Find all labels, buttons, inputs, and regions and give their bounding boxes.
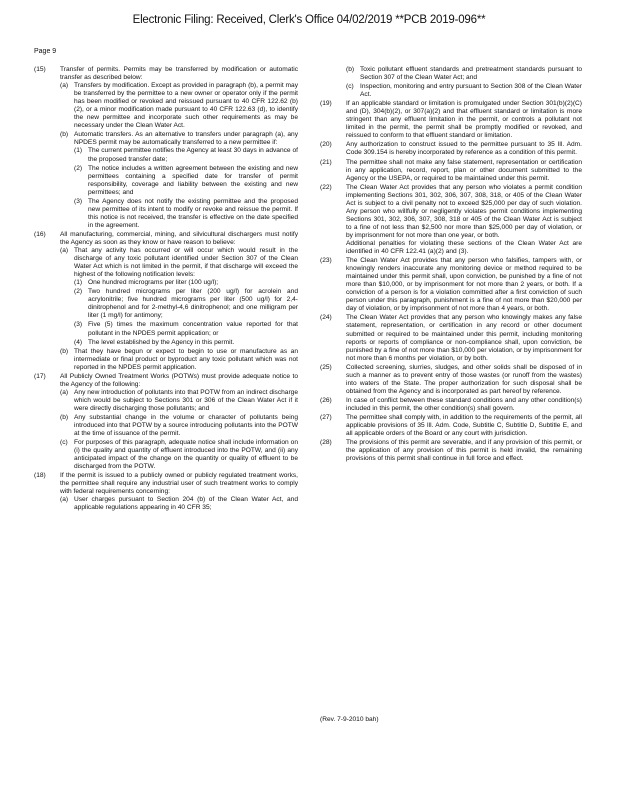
subitem-text: Automatic transfers. As an alternative to transfers under paragraph (a), any NPDES permit may be automatically transferred to a new permittee if: [74, 131, 298, 147]
subitem-label: (c) [346, 83, 354, 91]
condition-17 [34, 373, 298, 472]
left-column [34, 66, 298, 514]
subitem-text: Any new introduction of pollutants into that POTW from an indirect discharge which would be subject to Sections 301 or 306 of the Clean Water Act if it were directly discharging those pollutants; and [74, 388, 298, 412]
condition-text: If the permit is issued to a publicly owned or publicly regulated treatment works, the permittee shall require any industrial user of such treatment works to comply with federal requirements concerning: [60, 472, 298, 496]
subitem-label: (b) [346, 66, 355, 73]
condition-text: The Clean Water Act provides that any person who knowingly makes any false statement, representation, or certification in any record or other document submitted or required to be maintained under this permit, including monitoring reports or reports of compliance or non-compliance shall, upon conviction, be punished by a fine of not more than $10,000 per violation, or by imprisonment for not more than 6 months per violation, or by both. [346, 314, 582, 362]
clause-2 [74, 288, 298, 320]
condition-number: (18) [34, 472, 46, 480]
subitem-a [60, 82, 298, 130]
clause-2 [74, 165, 298, 197]
condition-text: Any authorization to construct issued to the permittee pursuant to 35 Ill. Adm. Code 309.154 is hereby incorporated by reference as a condition of this permit. [346, 141, 582, 157]
clause-text: One hundred micrograms per liter (100 ug/l); [88, 279, 219, 287]
clause-label: (3) [74, 321, 83, 329]
clause-text: Two hundred micrograms per liter (200 ug/l) for acrolein and acrylonitrile; five hundred micrograms per liter (500 ug/l) for 2,4-dinitrophenol and for 2-methyl-4,6 dinitrophenol; and one milligram per liter (1 mg/l) for antimony; [88, 288, 298, 320]
condition-16 [34, 231, 298, 372]
condition-number: (22) [320, 183, 332, 191]
clause-3 [74, 321, 298, 337]
subitem-label: (a) [60, 82, 69, 90]
clause-text: The Agency does not notify the existing permittee and the proposed new permittee of its intent to modify or revoke and reissue the permit. If this notice is not received, the transfer is effective on the date specified in the agreement. [88, 197, 298, 229]
condition-text: The permittee shall not make any false statement, representation or certification in any application, record, report, plan or other document submitted to the Agency or the USEPA, or required to be maintained under this permit. [346, 158, 582, 182]
subitem-label: (a) [60, 496, 69, 504]
condition-text: Collected screening, slurries, sludges, and other solids shall be disposed of in such a manner as to prevent entry of those wastes (or runoff from the wastes) into waters of the State. The proper authorization for such disposal shall be obtained from the Agency and is incorporated as part hereof by reference. [346, 363, 582, 395]
subitem-label: (b) [60, 413, 69, 421]
clause-label: (3) [74, 197, 83, 205]
subitem-text: That they have begun or expect to begin to use or manufacture as an intermediate or final product or byproduct any toxic pollutant which was not reported in the NPDES permit application. [74, 347, 298, 371]
subitem-a [60, 389, 298, 413]
condition-number: (15) [34, 66, 46, 73]
page-label: Page 9 [34, 48, 57, 55]
subitem-text: Any substantial change in the volume or character of pollutants being introduced into that POTW by a source introducing pollutants into the POTW at the time of issuance of the permit. [74, 413, 298, 438]
clause-label: (1) [74, 279, 83, 287]
subitem-label: (a) [60, 247, 69, 255]
condition-number: (20) [320, 141, 332, 149]
clause-3 [74, 198, 298, 230]
subitem-b [60, 348, 298, 372]
condition-number: (28) [320, 439, 332, 447]
condition-26 [320, 397, 582, 413]
condition-text: In case of conflict between these standard conditions and any other condition(s) included in this permit, the other condition(s) shall govern. [346, 396, 582, 412]
clause-label: (2) [74, 164, 83, 172]
clause-1 [74, 279, 298, 287]
condition-text: The Clean Water Act provides that any person who falsifies, tampers with, or knowingly renders inaccurate any monitoring device or method required to be maintained under this permit shall, upon conviction, be punished by a fine of not more than $10,000, or by imprisonment for not more than 2 years, or both. If a conviction of a person is for a violation committed after a first conviction of such person under this paragraph, punishment is a fine of not more than $20,000 per day of violation, or by imprisonment of not more than 4 years, or both. [346, 257, 582, 313]
efiling-header: Electronic Filing: Received, Clerk's Office 04/02/2019 **PCB 2019-096** [132, 14, 486, 26]
clause-text: The current permittee notifies the Agency at least 30 days in advance of the proposed transfer date; [88, 147, 298, 163]
subitem-label: (b) [60, 131, 69, 139]
condition-text: All Publicly Owned Treatment Works (POTWs) must provide adequate notice to the Agency of the following: [60, 372, 298, 388]
condition-text: All manufacturing, commercial, mining, and silvicultural dischargers must notify the Agency as soon as they know or have reason to believe: [60, 230, 298, 246]
right-column [320, 66, 582, 464]
condition-number: (26) [320, 396, 332, 404]
subitem-c [60, 439, 298, 471]
subitem-text: For purposes of this paragraph, adequate notice shall include information on (i) the quality and quantity of effluent introduced into the POTW, and (ii) any anticipated impact of the change on the quantity or quality of effluent to be discharged from the POTW. [74, 439, 298, 471]
condition-20 [320, 141, 582, 157]
condition-18 [34, 472, 298, 512]
condition-18-c [320, 83, 582, 99]
clause-label: (2) [74, 288, 83, 296]
condition-27 [320, 414, 582, 438]
revision-note: (Rev. 7-9-2010 bah) [320, 716, 379, 723]
subitem-a [60, 247, 298, 347]
subitem-text: Inspection, monitoring and entry pursuant to Section 308 of the Clean Water Act. [360, 83, 582, 99]
condition-text: Transfer of permits. Permits may be transferred by modification or automatic transfer as described below: [60, 66, 298, 82]
clause-1 [74, 147, 298, 163]
condition-text: If an applicable standard or limitation is promulgated under Section 301(b)(2)(C) and (D), 304(b)(2), or 307(a)(2) and that effluent standard or limitation is more stringent than any effluent limitation in the permit, or controls a pollutant not limited in the permit, the permit shall be promptly modified or revoked, and reissued to conform to that effluent standard or limitation. [346, 100, 582, 140]
subitem-label: (a) [60, 388, 69, 396]
condition-number: (16) [34, 230, 46, 238]
subitem-b [60, 131, 298, 230]
subitem-text: That any activity has occurred or will occur which would result in the discharge of any toxic pollutant identified under Section 307 of the Clean Water Act which is not limited in the permit, if that discharge will exceed the highest of the following notification levels: [74, 247, 298, 279]
condition-22 [320, 184, 582, 256]
condition-text: The permittee shall comply with, in addition to the requirements of the permit, all applicable provisions of 35 Ill. Adm. Code, Subtitle C, Subtitle D, Subtitle E, and all applicable orders of the Board or any court with jurisdiction. [346, 413, 582, 438]
condition-number: (25) [320, 363, 332, 371]
clause-label: (1) [74, 147, 83, 155]
condition-number: (24) [320, 314, 332, 322]
condition-18-b [320, 66, 582, 82]
clause-label: (4) [74, 338, 83, 346]
condition-28 [320, 439, 582, 463]
condition-number: (21) [320, 158, 332, 166]
subitem-text: Toxic pollutant effluent standards and pretreatment standards pursuant to Section 307 of the Clean Water Act; and [360, 66, 582, 82]
condition-text: The provisions of this permit are severable, and if any provision of this permit, or the application of any provision of this permit is held invalid, the remaining provisions of this permit shall continue in full force and effect. [346, 439, 582, 463]
condition-15 [34, 66, 298, 230]
condition-25 [320, 364, 582, 396]
condition-23 [320, 257, 582, 313]
condition-text: The Clean Water Act provides that any person who violates a permit condition implementing Sections 301, 302, 306, 307, 308, 318, or 405 of the Clean Water Act is subject to a civil penalty not to exceed $25,000 per day of such violation. Any person who willfully or negligently violates permit conditions implementing Sections 301, 302, 306, 307, 308, 318 or 405 of the Clean Water Act is subject to a fine of not less than $2,500 nor more than $25,000 per day of violation, or by imprisonment for not more than one year, or both. [346, 183, 582, 239]
condition-19 [320, 100, 582, 140]
subitem-a [60, 496, 298, 512]
subitem-text: Transfers by modification. Except as provided in paragraph (b), a permit may be transferred by the permittee to a new owner or operator only if the permit has been modified or revoked and reissued pursuant to 40 CFR 122.62 (b) (2), or a minor modification made pursuant to 40 CFR 122.63 (d), to identify the new permittee and incorporate such other requirements as may be necessary under the Clean Water Act. [74, 82, 298, 130]
subitem-b [60, 414, 298, 438]
condition-number: (17) [34, 372, 46, 380]
clause-text: The level established by the Agency in this permit. [88, 338, 235, 346]
subitem-label: (b) [60, 347, 69, 355]
condition-number: (23) [320, 257, 332, 265]
subitem-label: (c) [60, 439, 68, 447]
subitem-text: User charges pursuant to Section 204 (b) of the Clean Water Act, and applicable regulations appearing in 40 CFR 35; [74, 496, 298, 512]
clause-text: The notice includes a written agreement between the existing and new permittees containing a specified date for transfer of permit responsibility, coverage and liability between the existing and new permittees; and [88, 164, 298, 196]
clause-4 [74, 339, 298, 347]
clause-text: Five (5) times the maximum concentration value reported for that pollutant in the NPDES permit application; or [88, 321, 298, 337]
condition-21 [320, 159, 582, 183]
condition-24 [320, 314, 582, 362]
condition-note: Additional penalties for violating these sections of the Clean Water Act are identified in 40 CFR 122.41 (a)(2) and (3). [346, 239, 582, 256]
condition-number: (27) [320, 413, 332, 421]
condition-number: (19) [320, 100, 332, 108]
